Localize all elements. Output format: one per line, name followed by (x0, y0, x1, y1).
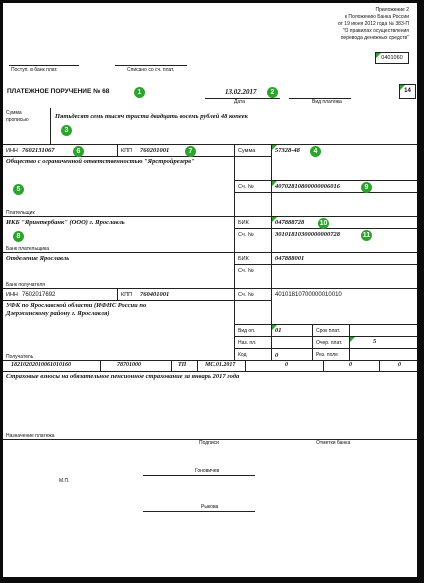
payee-inn: 7602017692 (22, 292, 56, 298)
marker-5: 5 (13, 184, 24, 195)
status-code: 14 (404, 88, 411, 94)
corner-marker (272, 325, 277, 330)
date-label: Дата (234, 99, 246, 105)
stamp-label: М.П. (59, 478, 70, 484)
corner-marker (400, 85, 405, 90)
payee-bank-bik-label: БИК (238, 256, 249, 262)
form-code: 0401060 (381, 55, 403, 61)
corner-marker (376, 53, 381, 58)
tax-extra: 0 (398, 362, 401, 368)
payer-bank-bik-label: БИК (238, 220, 249, 226)
marker-11: 11 (362, 232, 371, 239)
payer-bank-name: ИКБ "Яринтербанк" (ООО) г. Ярославль (6, 219, 125, 226)
payer-bank-corr: 30101810300000000728 (275, 231, 340, 238)
payer-kpp-label: КПП (121, 148, 133, 154)
corner-marker (272, 181, 277, 186)
purpose-label: Назначение платежа (6, 433, 55, 439)
payee-bank-bik: 047888001 (275, 255, 305, 262)
tax-kbk: 18210202010061010160 (11, 362, 71, 368)
payer-kpp: 760201001 (140, 147, 170, 154)
payee-account-label: Сч. № (238, 292, 254, 298)
marker-1: 1 (134, 87, 145, 98)
regulation-note: Приложение 2 к Положению Банка России от 19 июня 2012 года № 383-П "О правилах осуществления перевода денежных средств" (337, 7, 409, 41)
payee-name: УФК по Ярославской области (ИФНС России по Дзержинскому району г. Ярославля) (6, 302, 147, 317)
sum-words-label: Сумма прописью (6, 110, 29, 123)
document-date: 13.02.2017 (225, 88, 257, 96)
purpose-code-label: Наз. пл. (238, 340, 257, 346)
payee-bank-name: Отделение Ярославль (6, 255, 70, 262)
payer-label: Плательщик (6, 210, 35, 216)
order-label: Очер. плат. (316, 340, 343, 346)
payer-bank-label: Банк плательщика (6, 246, 50, 252)
term-label: Срок плат. (316, 328, 341, 334)
received-label: Поступ. в банк плат. (11, 67, 58, 73)
debited-label: Списано со сч. плат. (127, 67, 175, 73)
op-type-label: Вид оп. (238, 328, 256, 334)
signer-1: Гоновичев (195, 468, 220, 474)
marker-7: 7 (185, 146, 196, 157)
corner-marker (272, 217, 277, 222)
payer-inn: 7602131067 (22, 147, 55, 154)
payee-bank-label: Банк получателя (6, 282, 45, 288)
tax-period: МС.01.2017 (205, 362, 236, 368)
code-value: 0 (275, 352, 279, 359)
marker-2: 2 (267, 87, 278, 98)
signer-2: Рыкова (201, 504, 219, 510)
payment-order-document (3, 3, 417, 577)
marker-4: 4 (310, 146, 321, 157)
bank-marks-label: Отметки банка (316, 440, 351, 446)
marker-8: 8 (13, 231, 24, 242)
signatures-label: Подписи (199, 440, 219, 446)
marker-9: 9 (361, 182, 372, 193)
tax-basis: ТП (178, 362, 187, 368)
payer-name: Общество с ограниченной ответственностью "Ярстройрезерв" (6, 158, 195, 165)
payer-inn-label: ИНН (6, 148, 18, 154)
corner-marker (272, 145, 277, 150)
payer-bank-corr-label: Сч. № (238, 232, 254, 238)
sum-amount: 57328-48 (275, 147, 300, 154)
payment-purpose: Страховые взносы на обязательное пенсионное страхование за январь 2017 года (6, 373, 240, 380)
document-title: ПЛАТЕЖНОЕ ПОРУЧЕНИЕ № 68 (7, 88, 110, 95)
payer-account-label: Сч. № (238, 184, 254, 190)
payer-bank-bik: 047888728 (275, 219, 305, 226)
payment-type-label: Вид платежа (312, 99, 342, 105)
payee-kpp: 760401001 (140, 291, 170, 298)
payee-bank-corr-label: Сч. № (238, 268, 254, 274)
payee-account: 40101810700000010010 (275, 292, 342, 298)
marker-10: 10 (319, 220, 328, 227)
tax-doc-number: 0 (285, 362, 288, 368)
code-label: Код (238, 352, 247, 358)
tax-doc-date: 0 (349, 362, 352, 368)
payer-account: 40702810800000006016 (275, 183, 340, 190)
marker-6: 6 (73, 146, 84, 157)
marker-3: 3 (61, 125, 72, 136)
sum-label: Сумма (238, 148, 256, 154)
payee-label: Получатель (6, 354, 34, 360)
payee-inn-label: ИНН (6, 292, 18, 298)
payee-kpp-label: КПП (121, 292, 133, 298)
sum-in-words: Пятьдесят семь тысяч триста двадцать восемь рублей 48 копеек (55, 113, 248, 120)
corner-marker (350, 337, 355, 342)
op-type: 01 (275, 327, 282, 334)
order-value: 5 (373, 338, 377, 345)
tax-oktmo: 78701000 (117, 362, 141, 368)
reserve-label: Рез. поле (316, 352, 338, 358)
